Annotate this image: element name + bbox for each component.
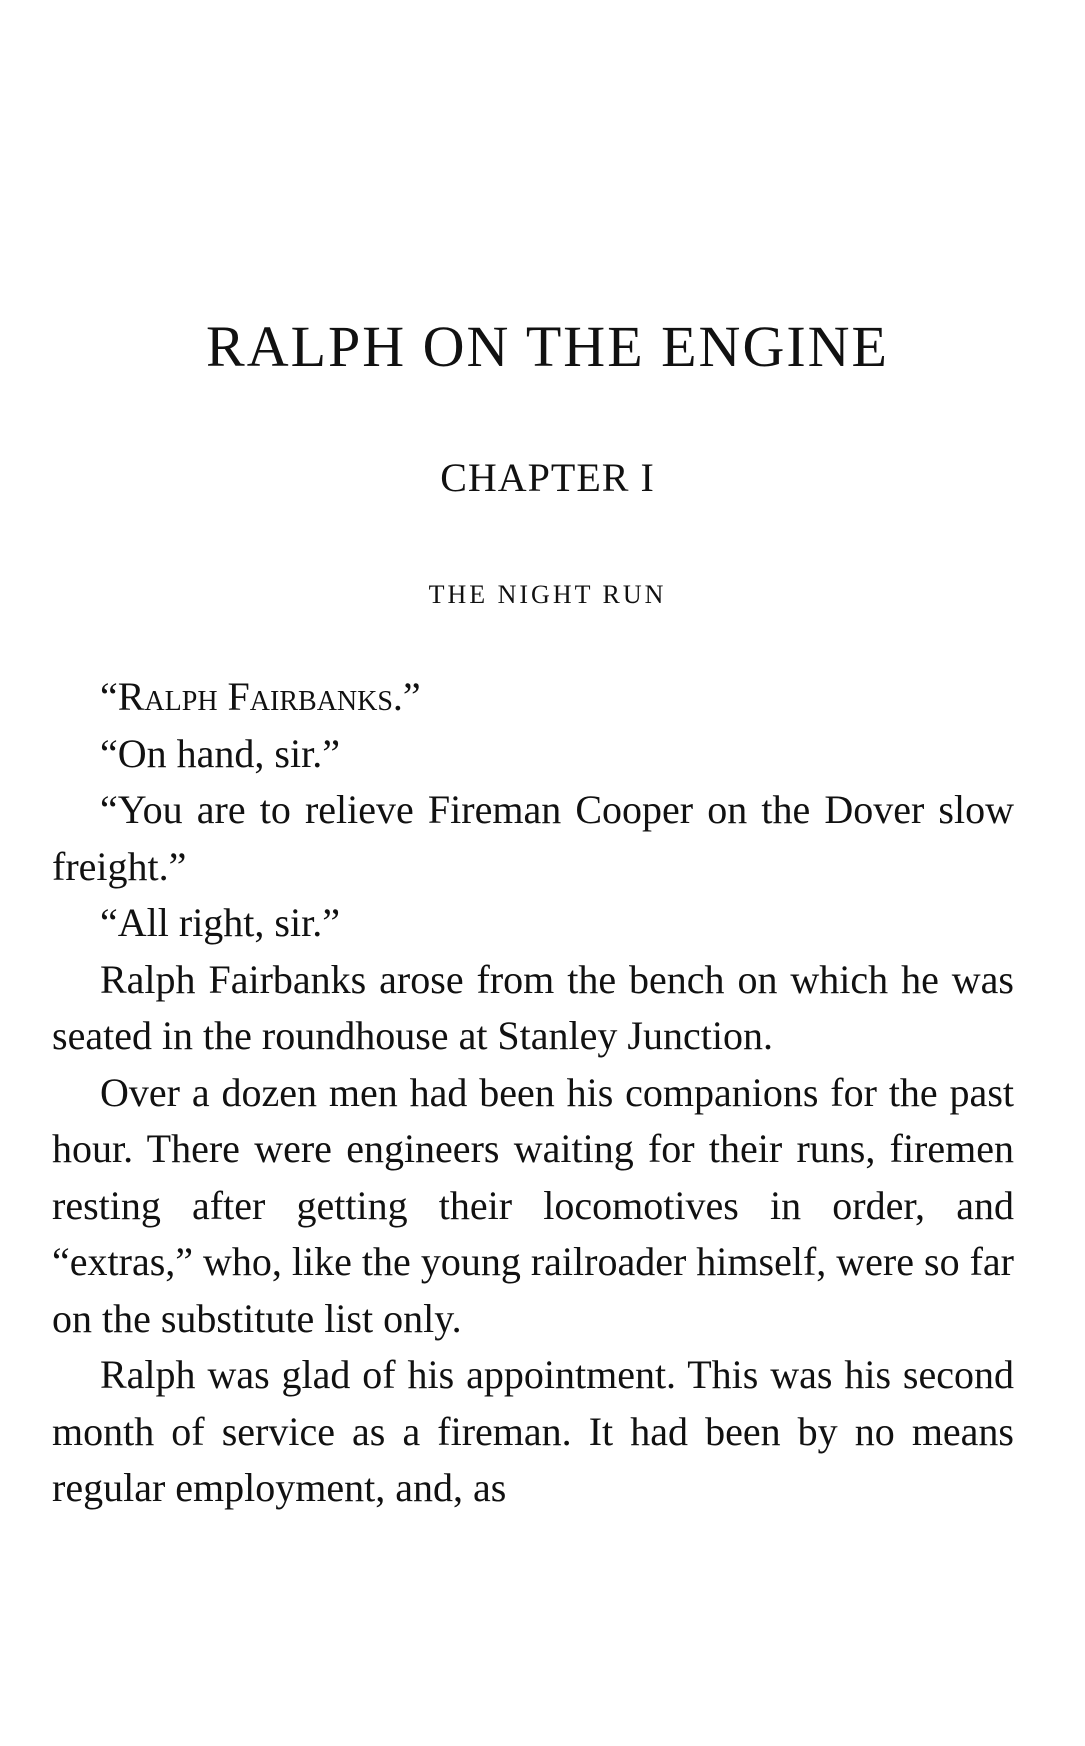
chapter-title: THE NIGHT RUN bbox=[428, 580, 667, 609]
dialogue-paragraph: “On hand, sir.” bbox=[100, 730, 340, 776]
dialogue-paragraph: “All right, sir.” bbox=[100, 900, 340, 945]
book-title: RALPH ON THE ENGINE bbox=[206, 314, 889, 379]
narrative-paragraph: Over a dozen men had been his companions for the past hour. There were engineers waiting for their runs, firemen resting after getting their locomotives in order, and “extras,” who, like the young railroader himself, were so far on the substitute list only. bbox=[52, 1069, 1014, 1341]
dialogue-paragraph: “Ralph Fairbanks.” bbox=[100, 674, 421, 719]
chapter-body bbox=[52, 669, 1014, 1517]
chapter-number: CHAPTER I bbox=[440, 455, 655, 500]
narrative-paragraph: Ralph Fairbanks arose from the bench on which he was seated in the roundhouse at Stanley Junction. bbox=[52, 956, 1014, 1058]
narrative-paragraph: Ralph was glad of his appointment. This was his second month of service as a fireman. It had been by no means regular employment, and, as bbox=[52, 1352, 1014, 1510]
dialogue-paragraph: “You are to relieve Fireman Cooper on the Dover slow freight.” bbox=[52, 787, 1014, 889]
